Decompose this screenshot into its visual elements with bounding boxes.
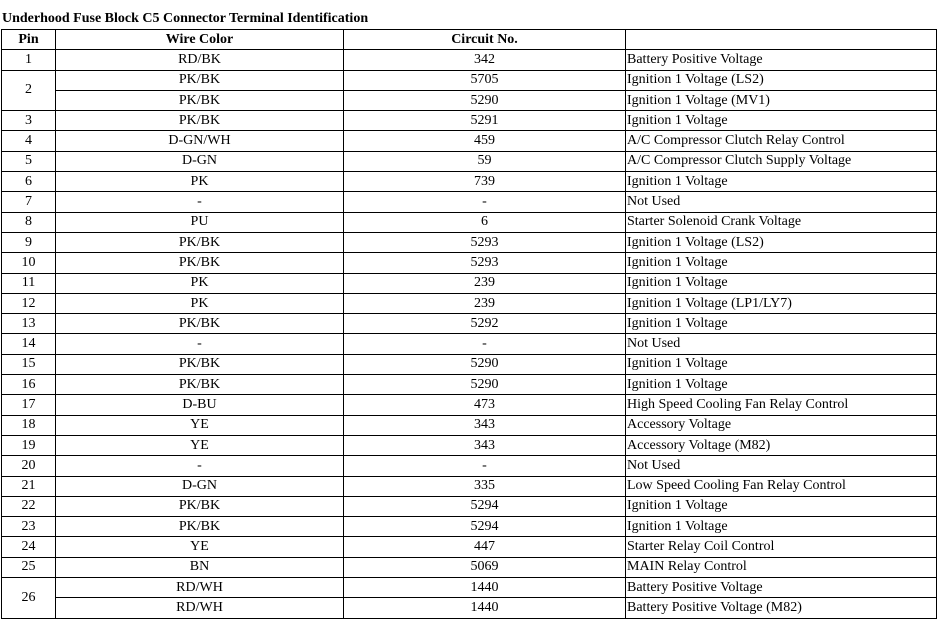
description-cell: A/C Compressor Clutch Supply Voltage	[626, 151, 937, 171]
wire-color-cell: PK	[56, 273, 344, 293]
circuit-no-cell: -	[344, 334, 626, 354]
circuit-no-cell: -	[344, 456, 626, 476]
table-row	[2, 395, 937, 415]
header-circuit-no: Circuit No.	[344, 30, 626, 50]
description-cell: Starter Solenoid Crank Voltage	[626, 212, 937, 232]
pin-cell: 6	[2, 172, 56, 192]
pin-cell: 4	[2, 131, 56, 151]
header-pin: Pin	[2, 30, 56, 50]
description-cell: Ignition 1 Voltage	[626, 253, 937, 273]
wire-color-cell: PK/BK	[56, 375, 344, 395]
description-cell: High Speed Cooling Fan Relay Control	[626, 395, 937, 415]
description-cell: Ignition 1 Voltage	[626, 273, 937, 293]
description-cell: Battery Positive Voltage	[626, 578, 937, 598]
circuit-no-cell: 5291	[344, 111, 626, 131]
pin-cell: 7	[2, 192, 56, 212]
wire-color-cell: D-BU	[56, 395, 344, 415]
table-row	[2, 212, 937, 232]
wire-color-cell: PK/BK	[56, 354, 344, 374]
table-row	[2, 151, 937, 171]
description-cell: Ignition 1 Voltage (MV1)	[626, 90, 937, 110]
table-row	[2, 557, 937, 577]
description-cell: Ignition 1 Voltage	[626, 375, 937, 395]
description-cell: MAIN Relay Control	[626, 557, 937, 577]
circuit-no-cell: 5293	[344, 232, 626, 252]
pin-cell: 2	[2, 70, 56, 111]
circuit-no-cell: 343	[344, 415, 626, 435]
wire-color-cell: -	[56, 192, 344, 212]
circuit-no-cell: 447	[344, 537, 626, 557]
wire-color-cell: PK/BK	[56, 517, 344, 537]
pin-cell: 11	[2, 273, 56, 293]
description-cell: Accessory Voltage (M82)	[626, 435, 937, 455]
wire-color-cell: D-GN/WH	[56, 131, 344, 151]
header-description	[626, 30, 937, 50]
wire-color-cell: PK/BK	[56, 90, 344, 110]
pin-cell: 20	[2, 456, 56, 476]
table-row	[2, 415, 937, 435]
pin-cell: 15	[2, 354, 56, 374]
description-cell: Ignition 1 Voltage (LP1/LY7)	[626, 293, 937, 313]
circuit-no-cell: 1440	[344, 578, 626, 598]
description-cell: Battery Positive Voltage	[626, 50, 937, 70]
circuit-no-cell: 5290	[344, 375, 626, 395]
description-cell: Not Used	[626, 334, 937, 354]
table-row	[2, 578, 937, 598]
pin-cell: 26	[2, 578, 56, 619]
wire-color-cell: PK/BK	[56, 496, 344, 516]
table-row	[2, 253, 937, 273]
description-cell: Ignition 1 Voltage (LS2)	[626, 232, 937, 252]
description-cell: Ignition 1 Voltage	[626, 314, 937, 334]
table-row	[2, 273, 937, 293]
circuit-no-cell: 5292	[344, 314, 626, 334]
circuit-no-cell: 459	[344, 131, 626, 151]
table-row	[2, 598, 937, 618]
circuit-no-cell: 6	[344, 212, 626, 232]
wire-color-cell: BN	[56, 557, 344, 577]
pin-cell: 1	[2, 50, 56, 70]
pin-cell: 10	[2, 253, 56, 273]
table-row	[2, 111, 937, 131]
header-wire-color: Wire Color	[56, 30, 344, 50]
wire-color-cell: PK/BK	[56, 232, 344, 252]
wire-color-cell: PK/BK	[56, 314, 344, 334]
table-row	[2, 131, 937, 151]
wire-color-cell: RD/WH	[56, 598, 344, 618]
circuit-no-cell: 739	[344, 172, 626, 192]
pin-cell: 9	[2, 232, 56, 252]
circuit-no-cell: 5294	[344, 496, 626, 516]
wire-color-cell: RD/WH	[56, 578, 344, 598]
table-row	[2, 90, 937, 110]
table-row	[2, 172, 937, 192]
circuit-no-cell: 343	[344, 435, 626, 455]
pin-cell: 13	[2, 314, 56, 334]
table-row	[2, 232, 937, 252]
table-row	[2, 456, 937, 476]
table-row	[2, 334, 937, 354]
description-cell: Accessory Voltage	[626, 415, 937, 435]
table-row	[2, 192, 937, 212]
table-row	[2, 476, 937, 496]
wire-color-cell: YE	[56, 537, 344, 557]
circuit-no-cell: 335	[344, 476, 626, 496]
table-body	[2, 50, 937, 618]
description-cell: Ignition 1 Voltage	[626, 496, 937, 516]
wire-color-cell: PK	[56, 293, 344, 313]
pin-cell: 14	[2, 334, 56, 354]
description-cell: Battery Positive Voltage (M82)	[626, 598, 937, 618]
circuit-no-cell: 342	[344, 50, 626, 70]
description-cell: Not Used	[626, 456, 937, 476]
table-row	[2, 496, 937, 516]
wire-color-cell: -	[56, 456, 344, 476]
table-row	[2, 50, 937, 70]
pin-cell: 8	[2, 212, 56, 232]
table-row	[2, 293, 937, 313]
circuit-no-cell: 473	[344, 395, 626, 415]
description-cell: Low Speed Cooling Fan Relay Control	[626, 476, 937, 496]
wire-color-cell: D-GN	[56, 476, 344, 496]
pin-cell: 3	[2, 111, 56, 131]
wire-color-cell: PK	[56, 172, 344, 192]
circuit-no-cell: -	[344, 192, 626, 212]
circuit-no-cell: 5293	[344, 253, 626, 273]
document-title: Underhood Fuse Block C5 Connector Terminal Identification	[2, 11, 369, 26]
circuit-no-cell: 5290	[344, 90, 626, 110]
description-cell: Ignition 1 Voltage	[626, 172, 937, 192]
pin-cell: 21	[2, 476, 56, 496]
wire-color-cell: PK/BK	[56, 111, 344, 131]
circuit-no-cell: 5069	[344, 557, 626, 577]
connector-terminal-table	[1, 29, 937, 619]
pin-cell: 23	[2, 517, 56, 537]
table-row	[2, 517, 937, 537]
description-cell: Ignition 1 Voltage	[626, 111, 937, 131]
description-cell: Starter Relay Coil Control	[626, 537, 937, 557]
wire-color-cell: PK/BK	[56, 70, 344, 90]
wire-color-cell: PU	[56, 212, 344, 232]
table-row	[2, 70, 937, 90]
circuit-no-cell: 5294	[344, 517, 626, 537]
pin-cell: 5	[2, 151, 56, 171]
pin-cell: 18	[2, 415, 56, 435]
pin-cell: 12	[2, 293, 56, 313]
wire-color-cell: RD/BK	[56, 50, 344, 70]
wire-color-cell: -	[56, 334, 344, 354]
description-cell: Ignition 1 Voltage (LS2)	[626, 70, 937, 90]
wire-color-cell: YE	[56, 435, 344, 455]
header-row	[2, 30, 937, 50]
wire-color-cell: D-GN	[56, 151, 344, 171]
table-row	[2, 537, 937, 557]
table-row	[2, 354, 937, 374]
wire-color-cell: PK/BK	[56, 253, 344, 273]
description-cell: A/C Compressor Clutch Relay Control	[626, 131, 937, 151]
table-row	[2, 375, 937, 395]
description-cell: Not Used	[626, 192, 937, 212]
pin-cell: 25	[2, 557, 56, 577]
circuit-no-cell: 239	[344, 293, 626, 313]
description-cell: Ignition 1 Voltage	[626, 517, 937, 537]
pin-cell: 16	[2, 375, 56, 395]
wire-color-cell: YE	[56, 415, 344, 435]
circuit-no-cell: 5290	[344, 354, 626, 374]
pin-cell: 24	[2, 537, 56, 557]
pin-cell: 19	[2, 435, 56, 455]
circuit-no-cell: 5705	[344, 70, 626, 90]
circuit-no-cell: 239	[344, 273, 626, 293]
pin-cell: 22	[2, 496, 56, 516]
circuit-no-cell: 1440	[344, 598, 626, 618]
pin-cell: 17	[2, 395, 56, 415]
table-row	[2, 314, 937, 334]
description-cell: Ignition 1 Voltage	[626, 354, 937, 374]
table-row	[2, 435, 937, 455]
circuit-no-cell: 59	[344, 151, 626, 171]
